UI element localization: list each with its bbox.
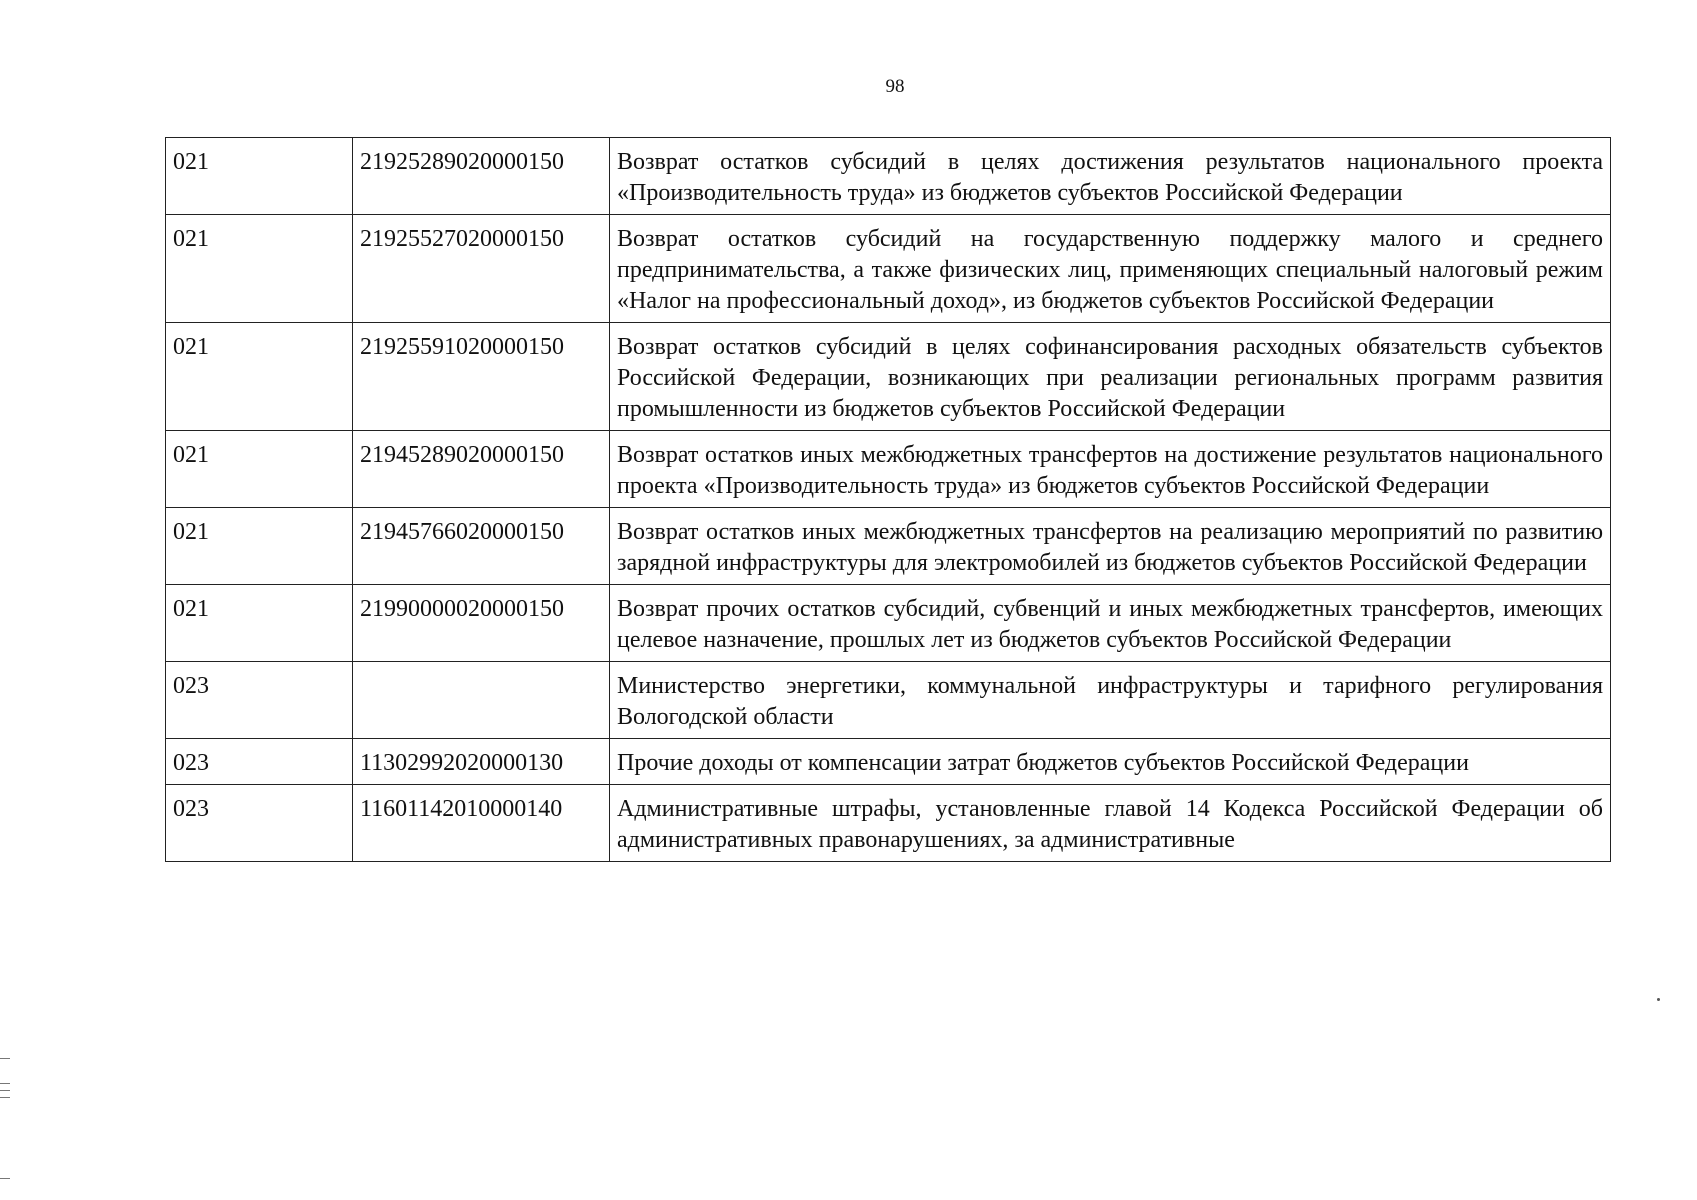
admin-code-cell: 023 xyxy=(166,739,353,785)
admin-code-cell: 021 xyxy=(166,508,353,585)
revenue-name-cell: Возврат остатков иных межбюджетных трансфертов на реализацию мероприятий по развитию зарядной инфраструктуры для электромобилей из бюджетов субъектов Российской Федерации xyxy=(610,508,1611,585)
revenue-code-cell: 21945766020000150 xyxy=(353,508,610,585)
table-row xyxy=(166,508,1611,585)
table-row xyxy=(166,662,1611,739)
page-number: 98 xyxy=(885,76,905,97)
revenue-code-cell: 21990000020000150 xyxy=(353,585,610,662)
revenue-code-cell: 21925591020000150 xyxy=(353,323,610,431)
revenue-code-cell xyxy=(353,662,610,739)
table-row xyxy=(166,785,1611,862)
revenue-name-cell: Административные штрафы, установленные главой 14 Кодекса Российской Федерации об административных правонарушениях, за административные xyxy=(610,785,1611,862)
table-row xyxy=(166,739,1611,785)
revenue-name-cell: Возврат остатков иных межбюджетных трансфертов на достижение результатов национального проекта «Производительность труда» из бюджетов субъектов Российской Федерации xyxy=(610,431,1611,508)
revenue-codes-table xyxy=(165,137,1611,862)
scan-artifact xyxy=(0,1178,10,1179)
revenue-code-cell: 21925289020000150 xyxy=(353,138,610,215)
table-row xyxy=(166,215,1611,323)
scan-artifact xyxy=(0,1058,10,1059)
revenue-name-cell: Министерство энергетики, коммунальной инфраструктуры и тарифного регулирования Вологодской области xyxy=(610,662,1611,739)
table-row xyxy=(166,138,1611,215)
admin-code-cell: 023 xyxy=(166,785,353,862)
scan-artifact xyxy=(1657,998,1660,1001)
revenue-code-cell: 21925527020000150 xyxy=(353,215,610,323)
revenue-name-cell: Прочие доходы от компенсации затрат бюджетов субъектов Российской Федерации xyxy=(610,739,1611,785)
table-row xyxy=(166,431,1611,508)
revenue-code-cell: 11601142010000140 xyxy=(353,785,610,862)
revenue-name-cell: Возврат остатков субсидий на государственную поддержку малого и среднего предпринимательства, а также физических лиц, применяющих специальный налоговый режим «Налог на профессиональный доход», из бюджетов субъектов Российской Федерации xyxy=(610,215,1611,323)
admin-code-cell: 021 xyxy=(166,138,353,215)
admin-code-cell: 021 xyxy=(166,585,353,662)
revenue-name-cell: Возврат прочих остатков субсидий, субвенций и иных межбюджетных трансфертов, имеющих целевое назначение, прошлых лет из бюджетов субъектов Российской Федерации xyxy=(610,585,1611,662)
revenue-code-cell: 21945289020000150 xyxy=(353,431,610,508)
revenue-code-cell: 11302992020000130 xyxy=(353,739,610,785)
scan-artifact xyxy=(0,1083,10,1084)
scan-artifact xyxy=(0,1090,10,1091)
table-row xyxy=(166,323,1611,431)
admin-code-cell: 021 xyxy=(166,323,353,431)
table-row xyxy=(166,585,1611,662)
admin-code-cell: 021 xyxy=(166,215,353,323)
admin-code-cell: 021 xyxy=(166,431,353,508)
scan-artifact xyxy=(0,1097,10,1098)
revenue-name-cell: Возврат остатков субсидий в целях софинансирования расходных обязательств субъектов Российской Федерации, возникающих при реализации региональных программ развития промышленности из бюджетов субъектов Российской Федерации xyxy=(610,323,1611,431)
revenue-name-cell: Возврат остатков субсидий в целях достижения результатов национального проекта «Производительность труда» из бюджетов субъектов Российской Федерации xyxy=(610,138,1611,215)
admin-code-cell: 023 xyxy=(166,662,353,739)
